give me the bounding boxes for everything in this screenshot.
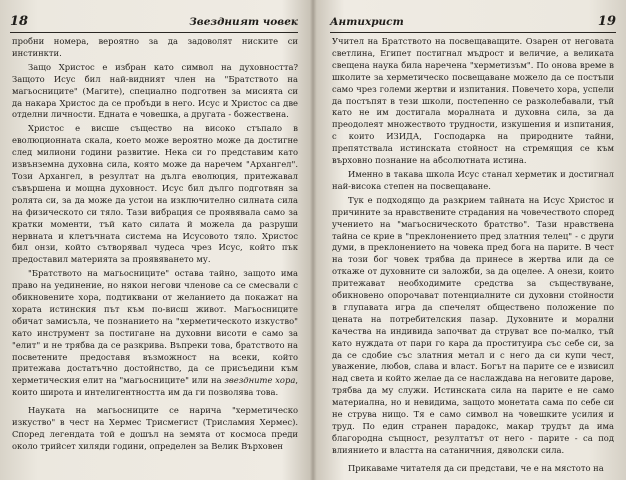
paragraph: Защо Христос е избран като символ на духовността? Защото Исус бил най-видният член на "Братството на магьосниците" (Магите), специално подготвен за мисията си да накара Христос да се пробъди в него. Исус и Христос са две отделни личности. Едната е човешка, а другата - божествена. [12,61,298,120]
paragraph: Христос е висше същество на високо стъпало в еволюционната скала, което може вероятно може да достигне след милиони години развитие. Нека си го представим като извънземна духовна сила, която може да наречем "Архангел". Този Архангел, в резултат на дълга еволюция, притежавал съвършена и мощна духовност. Исус бил дълго подготвян за ролята си, за да може да устои на изключително силната сила на физическото си тяло. Тази вибрация се проявявала само за кратки моменти, тъй като силата й можела да разруши нервната и клетъчната система на Исусовото тяло. Христос бил онзи, който сътворявал чудеса чрез Исус, който пък предоставил материята за проявяването му. [12,123,298,265]
left-page-number: 18 [10,14,29,29]
paragraph: пробни номера, вероятно за да задоволят ниските си инстинкти. [12,36,298,58]
left-page [0,0,310,480]
paragraph: Тук е подходящо да разкрием тайната на Исус Христос и причините за нравствените страдания на човечеството според учението на "магьосническото братство". Тази нравствена тайна се крие в "преклонението пред златния телец" - с други думи, в преклонението на човека пред бога на парите. В чест на този бог човек трябва да принесе в жертва или да се откаже от духовните си заложби, за да оцелее. А онези, които притежават необходимите средства за съществуване, обикновено опорочават потенциалните си духовни стойности в глупавата игра да спечелят обществено положение по цената на потребителския пазар. Духовните и морални качества на индивида започват да струват все по-малко, тъй като нуждата от пари го кара да проституира със себе си, за да се сдобие със златния метал и с него да си купи чест, уважение, любов, слава и власт. Богът на парите се е извисил над света и който желае да се наслаждава на неговите дарове, трябва да му служи. Истинската сила на парите е не само материална, но и невидима, защото монетата сама по себе си не струва нищо. Тя е само символ на човешките усилия и труд. По един странен парадокс, макар трудът да има благородна същност, резултатът от него - парите - са под влиянието и властта на сатаничния, дяволски сила. [332,194,614,455]
left-page-header [10,10,298,33]
italic-phrase: звездните хора [224,375,296,386]
paragraph: Прикаваме читателя да си представи, че е на мястото на [348,462,604,473]
paragraph: "Братството на магьосниците" остава тайно, защото има право на уединение, но някои негови членове са се смесвали с обикновените хора, подтиквани от желанието да покажат на хората истинския път към по-висш живот. Магьосниците обичат замисъла, че познанието на "херметическото изкуство" като инструмент за постигане на духовни висоти е само за "елит" и не трябва да се разкрива. Въпреки това, братството на посветените предоставя възможност на всеки, който притежава достатъчно достойнство, да се присъедини към херметическия елит на "магьосниците" или на звездните хора, които широта и интелигентността им да ги позволява това. [12,268,298,398]
paragraph: Науката на магьосниците се нарича "херметическо изкуство" в чест на Хермес Трисмегист (Трисламия Хермес). Според легендата той е дошъл на земята от космоса преди около трийсет хиляди години, определен за Велик Върховен [12,405,298,451]
right-page [316,0,626,480]
paragraph: Учител на Братството на посвещаващите. Озарен от неговата светлина, Египет постигнал мъдрост и величие, а великата свещена наука била наречена "херметизъм". По онова време в школите за херметическо посвещаване можело да се постъпи само чрез големи жертви и изпитания. Повечето хора, успели да постъпят в тези школи, постепенно се разколебавали, тъй като не им достигала моралната и духовна сила, за да преодолеят множеството трудности, изкушения и изпитания, с които ИЗИДА, Господарка на природните тайни, препятствала истинската стойност на стремящия се към върховно познание на абсолютната истина. [332,36,614,166]
paragraph: Именно в такава школа Исус станал херметик и достигнал най-висока степен на посвещаване. [332,168,614,191]
right-running-title: Антихрист [330,16,404,28]
right-page-number: 19 [597,14,616,29]
right-page-header [330,10,616,33]
left-running-title: Звездният човек [189,16,298,28]
right-page-body [332,36,614,475]
left-page-body [12,36,298,453]
